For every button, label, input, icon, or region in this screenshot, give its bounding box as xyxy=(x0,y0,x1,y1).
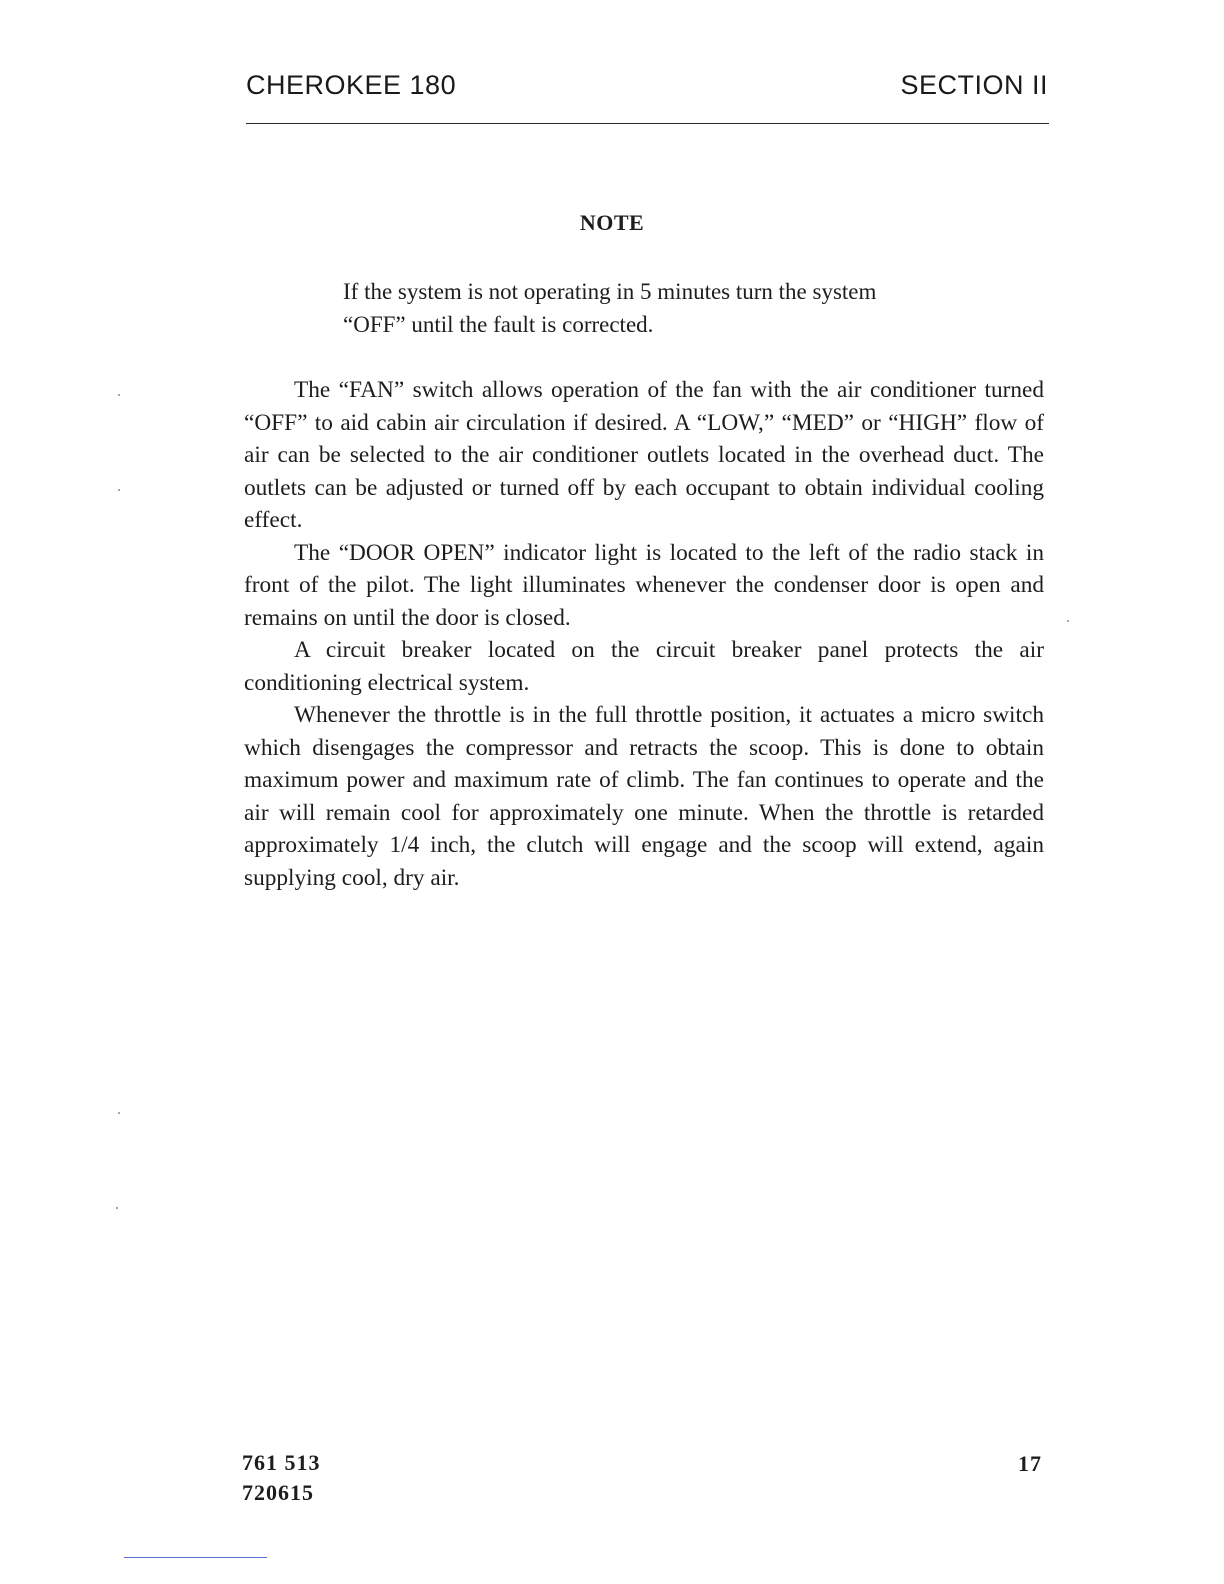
footer-revision-date: 720615 xyxy=(242,1480,314,1505)
scan-speck xyxy=(118,1112,120,1114)
scan-speck xyxy=(116,1207,118,1209)
paragraph-fan-switch: The “FAN” switch allows operation of the fan with the air conditioner turned “OFF” to aid cabin air circulation if desired. A “LOW,” “MED” or “HIGH” flow of air can be selected to the air conditioner outlets located in the overhead duct. The outlets can be adjusted or turned off by each occupant to obtain individual cooling effect. xyxy=(244,377,1044,533)
scan-speck xyxy=(118,489,120,491)
note-text: If the system is not operating in 5 minutes turn the system “OFF” until the fault is corrected. xyxy=(343,279,877,337)
page-header-title: CHEROKEE 180 xyxy=(246,70,457,100)
scan-speck xyxy=(1067,620,1069,622)
paragraph-throttle: Whenever the throttle is in the full throttle position, it actuates a micro switch which disengages the compressor and retracts the scoop. This is done to obtain maximum power and maximum rate of climb. The fan continues to operate and the air will remain cool for approximately one minute. When the throttle is retarded approximately 1/4 inch, the clutch will engage and the scoop will extend, again supplying cool, dry air. xyxy=(244,702,1044,891)
footer-doc-number: 761 513 xyxy=(242,1450,321,1475)
header-divider xyxy=(246,123,1049,124)
paragraph-circuit-breaker: A circuit breaker located on the circuit breaker panel protects the air conditioning electrical system. xyxy=(244,637,1044,696)
page-header-section: SECTION II xyxy=(900,70,1048,100)
note-heading: NOTE xyxy=(579,210,645,235)
body-text xyxy=(244,374,1044,894)
paragraph-door-open-light: The “DOOR OPEN” indicator light is located to the left of the radio stack in front of the pilot. The light illuminates whenever the condenser door is open and remains on until the door is closed. xyxy=(244,539,1044,631)
page-number: 17 xyxy=(1018,1451,1042,1476)
bottom-edge-mark xyxy=(124,1557,267,1558)
scan-speck xyxy=(118,394,120,396)
footer-doc-info xyxy=(242,1448,321,1508)
